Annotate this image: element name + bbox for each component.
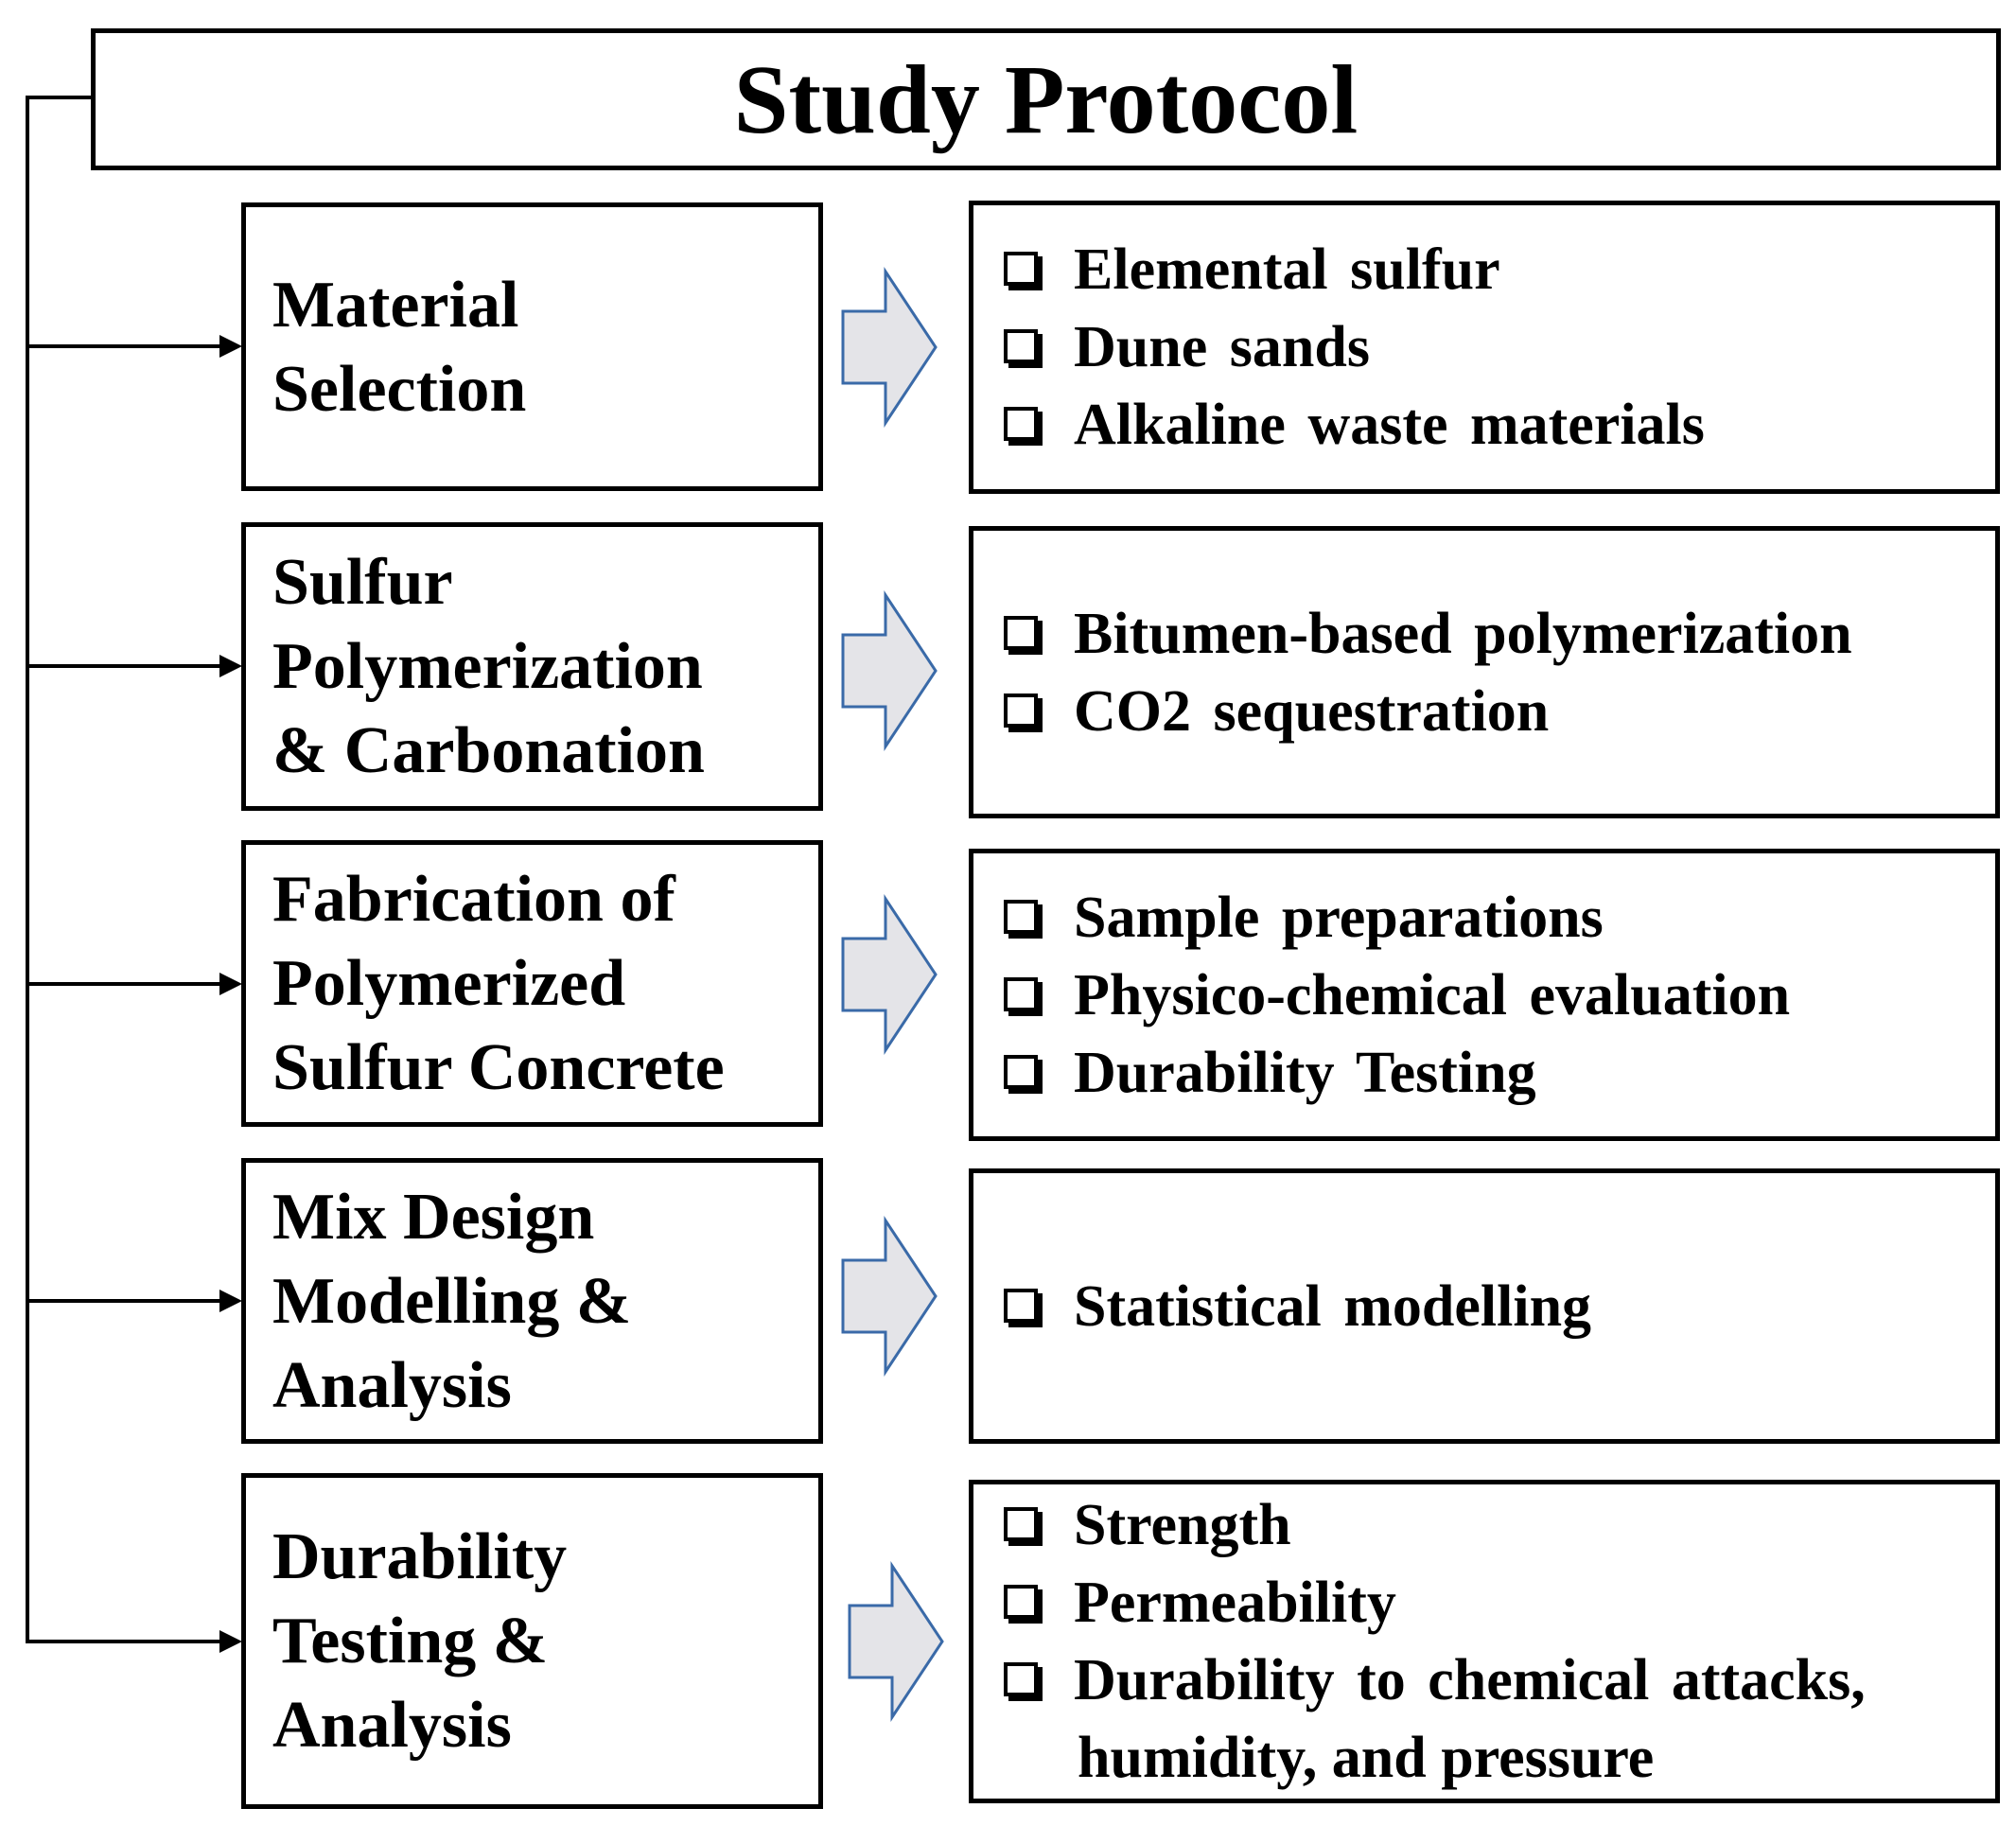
list-item [1004,231,1995,308]
step-durability-testing [241,1473,823,1809]
item-text: Elemental sulfur [1074,237,1500,302]
checkbox-icon [1004,407,1038,441]
details-durability-testing [969,1480,2000,1803]
list-item [1004,879,1995,957]
right-arrow-icon [843,899,936,1050]
checkbox-icon [1004,252,1038,286]
list-item [1004,1268,1995,1345]
step-label-line: Polymerization [272,630,703,703]
list-item [1004,1486,1995,1564]
step-label-line: Analysis [272,1689,512,1762]
details-mix-design [969,1168,2000,1444]
main-rail-line [27,97,91,1643]
checkbox-icon [1004,1055,1038,1089]
step-label-line: Material [272,268,519,342]
step-label-line: Modelling & [272,1264,632,1338]
right-arrow-icon [843,272,936,423]
step-label-line: & Carbonation [272,714,705,787]
checkbox-icon [1004,1507,1038,1541]
item-text: Permeability [1074,1571,1396,1635]
step-mix-design [241,1158,823,1444]
step-label-line: Testing & [272,1605,549,1677]
step-label-line: Selection [272,352,527,426]
list-item-continuation: humidity, and pressure [1078,1726,1655,1790]
step-label-line: Analysis [272,1348,512,1422]
checkbox-icon [1004,616,1038,650]
step-sulfur-polymerization [241,522,823,811]
list-item [1004,1034,1995,1112]
step-fabrication [241,840,823,1127]
list-item [1004,1642,1995,1719]
step-label-line: Sulfur Concrete [272,1031,725,1104]
item-text: CO2 sequestration [1074,678,1550,744]
item-text: Statistical modelling [1074,1273,1592,1339]
checkbox-icon [1004,694,1038,728]
item-text: Bitumen-based polymerization [1074,601,1852,666]
item-text: Dune sands [1074,315,1370,379]
right-arrow-icon [850,1566,942,1717]
step-label-line: Fabrication of [272,863,675,936]
step-label-line: Durability [272,1520,568,1593]
details-material-selection [969,201,2000,494]
item-text: Durability Testing [1074,1040,1536,1105]
checkbox-icon [1004,977,1038,1011]
step-material-selection [241,202,823,491]
checkbox-icon [1004,900,1038,934]
list-item [1004,673,1995,750]
list-item [1004,595,1995,673]
item-text: Physico-chemical evaluation [1074,962,1791,1027]
right-arrow-icon [843,1220,936,1372]
step-label-line: Polymerized [272,947,626,1020]
step-label-line: Sulfur [272,546,453,619]
checkbox-icon [1004,1289,1038,1323]
item-text: Sample preparations [1074,885,1604,950]
list-item [1004,386,1995,464]
list-item [1004,308,1995,386]
details-sulfur-polymerization [969,526,2000,818]
item-text: Alkaline waste materials [1074,393,1705,457]
details-fabrication [969,849,2000,1141]
step-label-line: Mix Design [272,1180,595,1254]
checkbox-icon [1004,1585,1038,1619]
list-item [1004,1564,1995,1642]
list-item [1004,957,1995,1034]
page-title: Study Protocol [733,44,1359,154]
right-arrow-icon [843,595,936,746]
checkbox-icon [1004,1662,1038,1696]
checkbox-icon [1004,329,1038,363]
item-text: Strength [1074,1493,1291,1557]
item-text: Durability to chemical attacks, [1074,1648,1866,1712]
title-box [91,28,2001,170]
